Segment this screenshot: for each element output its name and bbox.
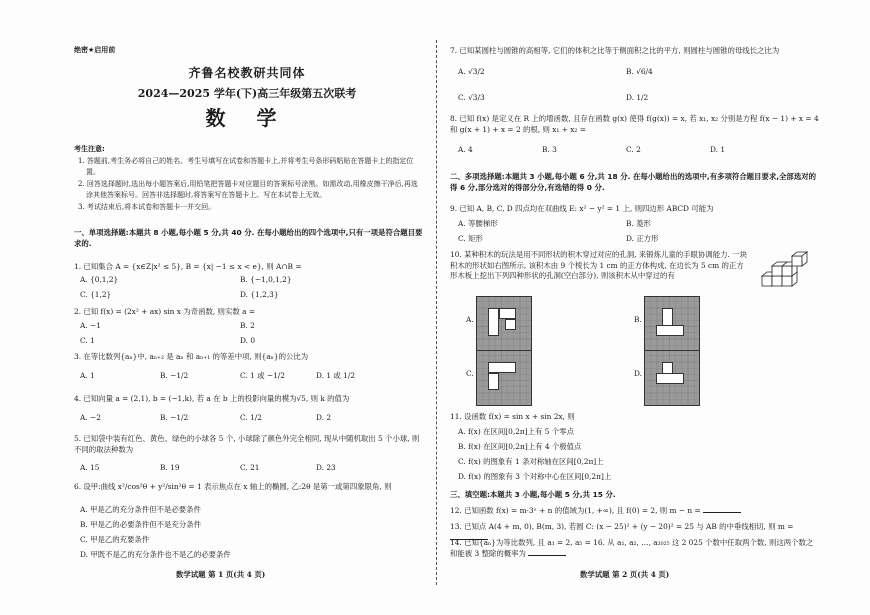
option-d: D. 2 — [316, 413, 332, 422]
note-item: 3. 考试结束后,将本试卷和答题卡一并交回。 — [78, 203, 216, 212]
board-a — [476, 296, 532, 352]
option-d: D. 1 或 1/2 — [316, 371, 356, 380]
note-item: 1. 答题前,考生务必将自己的姓名、考生号填写在试卷和答题卡上,并将考生号条形码粘贴在答题卡上的指定位置。 — [78, 157, 414, 176]
notes — [74, 145, 424, 215]
question-10: 10. 某种积木的玩法是用不同形状的积木穿过对应的孔洞, 来锻炼儿童的手眼协调能力. 一块积木的形状如右图所示, 该积木由 9 个棱长为 1 cm 的正方体构成, 在边长为 5 cm 的正方形木板上挖出下列四种形状的孔洞(空白部分), 则该积木从中穿过的有 — [450, 250, 747, 281]
question-9: 9. 已知 A, B, C, D 四点均在双曲线 E: x² − y² = 1 上, 则四边形 ABCD 可能为 — [450, 204, 714, 213]
hole — [488, 373, 499, 390]
option-c: C. √3/3 — [458, 93, 485, 102]
option-a: A. 4 — [458, 145, 473, 154]
page-1 — [66, 0, 428, 615]
answer-blank — [528, 549, 566, 556]
question-12 — [450, 506, 820, 517]
option-a: A. −1 — [80, 321, 101, 330]
organization-title: 齐鲁名校教研共同体 — [188, 66, 306, 80]
option-c: C. 21 — [240, 463, 260, 472]
option-b: B. −1/2 — [160, 371, 189, 380]
option-a: A. f(x) 在区间[0,2π]上有 5 个零点 — [458, 427, 574, 436]
option-c: C. 1 — [80, 336, 95, 345]
section-2-heading: 二、多项选择题:本题共 3 小题,每小题 6 分,共 18 分. 在每小题给出的选项中,有多项符合题目要求,全部选对的得 6 分,部分选对的得部分分,有选错的得 0 分. — [450, 172, 816, 192]
hole — [505, 319, 516, 330]
option-b: B. 3 — [542, 145, 557, 154]
option-a: A. 甲是乙的充分条件但不是必要条件 — [80, 505, 201, 514]
option-b: B. 19 — [160, 463, 180, 472]
question-13-text: 13. 已知点 A(4 + m, 0), B(m, 3), 若圆 C: (x − 25)² + (y − 20)² = 25 与 AB 的中垂线相切, 则 m = — [450, 522, 794, 531]
option-b: B. 甲是乙的必要条件但不是充分条件 — [80, 520, 201, 529]
question-6: 6. 设甲:曲线 x²/cos²θ + y²/sin²θ = 1 表示焦点在 x 轴上的椭圆, 乙:2θ 是第一或第四象限角, 则 — [74, 482, 392, 491]
option-d: D. 1/2 — [626, 93, 649, 102]
question-8: 8. 已知 f(x) 是定义在 R 上的增函数, 且存在函数 g(x) 使得 f(g(x)) = x, 若 x₁, x₂ 分别是方程 f(x − 1) + x = 4 和 g(x + 1) + x = 2 的根, 则 x₁ + x₂ = — [450, 114, 819, 134]
option-c: C. 2 — [626, 145, 641, 154]
question-2: 2. 已知 f(x) = (2x² + ax) sin x 为奇函数, 则实数 a = — [74, 307, 256, 316]
page-footer: 数学试题 第 1 页(共 4 页) — [176, 570, 266, 579]
section-3-heading: 三、填空题:本题共 3 小题,每小题 5 分,共 15 分. — [450, 490, 616, 499]
question-12-text: 12. 已知函数 f(x) = m·3ˣ + n 的值域为(1, +∞), 且 f(0) = 2, 则 m − n = — [450, 506, 701, 515]
hole — [488, 362, 516, 373]
hole — [656, 373, 684, 384]
option-b: B. 2 — [240, 321, 255, 330]
exam-title: 2024—2025 学年(下)高三年级第五次联考 — [137, 87, 357, 100]
question-1: 1. 已知集合 A = {x∈Z|x² ≤ 5}, B = {x| −1 ≤ x < e}, 则 A∩B = — [74, 262, 302, 271]
option-c: C. 1 或 −1/2 — [240, 371, 285, 380]
option-b: B. f(x) 在区间[0,2π]上有 4 个极值点 — [458, 442, 582, 451]
question-5: 5. 已知袋中装有红色、黄色、绿色的小球各 5 个, 小球除了颜色外完全相同, 现从中随机取出 5 个小球, 则不同的取法种数为 — [74, 434, 420, 454]
option-c: C. f(x) 的图象有 1 条对称轴在区间[0,2π]上 — [458, 457, 604, 466]
option-b: B. {−1,0,1,2} — [240, 275, 292, 284]
option-c: C. 甲是乙的充要条件 — [80, 535, 150, 544]
answer-blank — [703, 506, 741, 513]
option-d: D. 1 — [710, 145, 726, 154]
hole — [499, 308, 516, 319]
option-a: A. √3/2 — [458, 67, 485, 76]
secret-label: 绝密★启用前 — [74, 46, 116, 54]
question-11: 11. 设函数 f(x) = sin x + sin 2x, 则 — [450, 412, 575, 421]
hole — [656, 325, 684, 336]
option-b: B. −1/2 — [160, 413, 189, 422]
option-b: B. 菱形 — [626, 219, 651, 228]
question-4: 4. 已知向量 a = (2,1), b = (−1,k), 若 a 在 b 上的投影向量的模为√5, 则 k 的值为 — [74, 394, 350, 403]
hole — [488, 308, 499, 336]
figure-label-c: C. — [466, 369, 474, 378]
option-a: A. 等腰梯形 — [458, 219, 498, 228]
board-d — [644, 350, 700, 406]
board-b — [644, 296, 700, 352]
page-2 — [450, 0, 820, 615]
question-14 — [450, 538, 820, 559]
option-c: C. 1/2 — [240, 413, 262, 422]
option-d: D. 23 — [316, 463, 336, 472]
option-a: A. {0,1,2} — [80, 275, 119, 284]
page-footer: 数学试题 第 2 页(共 4 页) — [580, 570, 670, 579]
section-1-heading: 一、单项选择题:本题共 8 小题,每小题 5 分,共 40 分. 在每小题给出的四个选项中,只有一项是符合题目要求的. — [74, 228, 423, 248]
fold-line — [436, 40, 437, 585]
subject-title: 数 学 — [205, 106, 289, 130]
figure-label-b: B. — [634, 315, 642, 324]
option-a: A. −2 — [80, 413, 101, 422]
option-d: D. 甲既不是乙的充分条件也不是乙的必要条件 — [80, 550, 231, 559]
option-d: D. 0 — [240, 336, 256, 345]
option-d: D. {1,2,3} — [240, 290, 279, 299]
question-3: 3. 在等比数列{aₙ}中, aₙ₊₂ 是 aₙ 和 aₙ₊₁ 的等差中项, 则{aₙ}的公比为 — [74, 352, 309, 361]
option-d: D. 正方形 — [626, 234, 659, 243]
notes-title: 考生注意: — [74, 145, 105, 153]
question-14-text: 14. 已知{aₙ}为等比数列, 且 a₁ = 2, a₅ = 16. 从 a₁, a₂, …, a₂₀₂₅ 这 2 025 个数中任取两个数, 则这两个数之和能被 3 整除的概率为 — [450, 538, 814, 558]
option-d: D. f(x) 的图象有 3 个对称中心在区间[0,2π]上 — [458, 472, 612, 481]
option-a: A. 15 — [80, 463, 100, 472]
option-c: C. 矩形 — [458, 234, 483, 243]
option-b: B. √6/4 — [626, 67, 653, 76]
note-item: 2. 回答选择题时,选出每小题答案后,用铅笔把答题卡对应题目的答案标号涂黑。如需改动,用橡皮擦干净后,再选涂其他答案标号。回答非选择题时,将答案写在答题卡上。写在本试卷上无效。 — [78, 180, 418, 199]
board-c — [476, 350, 532, 406]
option-a: A. 1 — [80, 371, 95, 380]
figure-label-a: A. — [466, 315, 474, 324]
block-figure — [754, 246, 814, 296]
figure-label-d: D. — [634, 369, 643, 378]
option-c: C. {1,2} — [80, 290, 112, 299]
question-7: 7. 已知某圆柱与圆锥的高相等, 它们的体积之比等于侧面积之比的平方, 则圆柱与圆锥的母线长之比为 — [450, 46, 780, 55]
